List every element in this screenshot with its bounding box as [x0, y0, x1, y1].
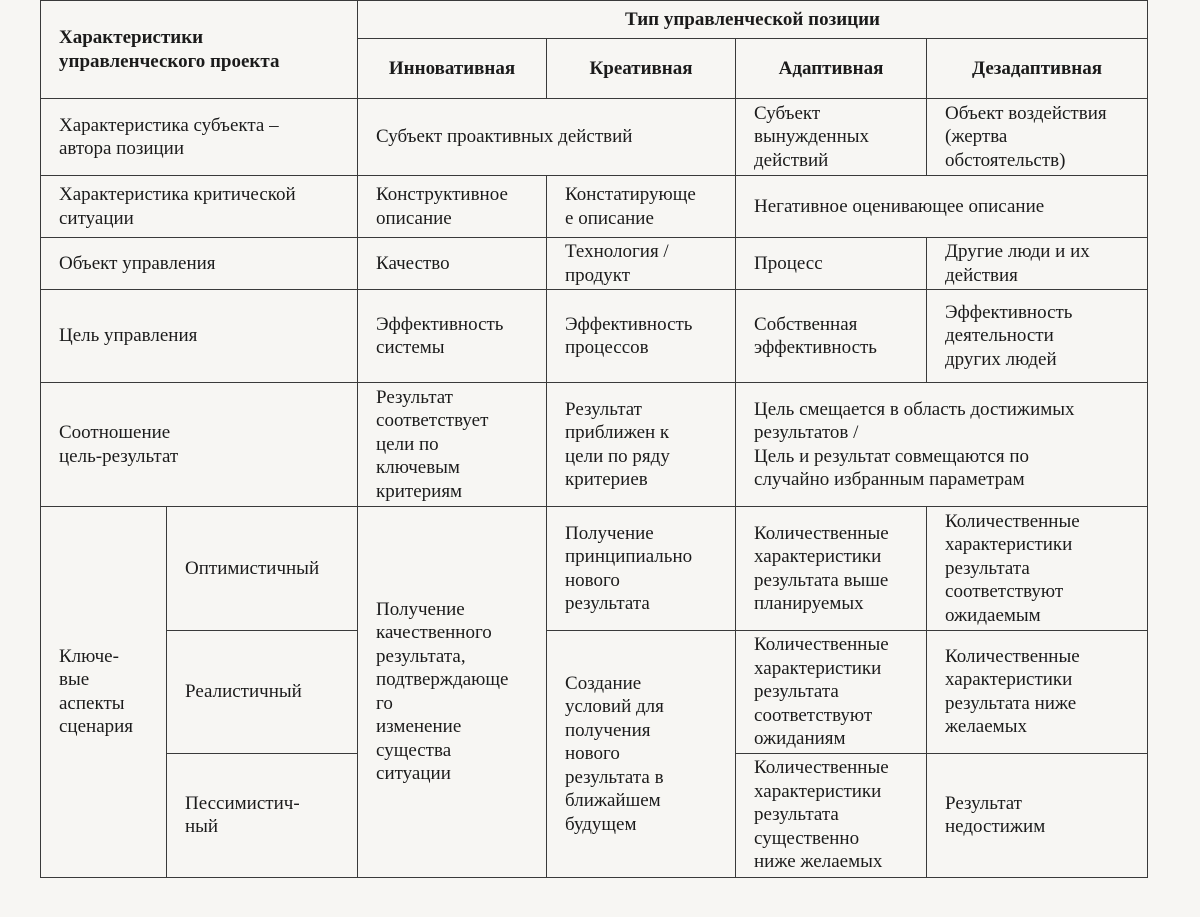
cell-creative-management-goal: Эффективность процессов — [547, 290, 736, 383]
cell-innovative-management-goal: Эффективность системы — [358, 290, 547, 383]
row-critical-situation — [41, 176, 1148, 238]
cell-adaptive-management-goal: Собственная эффективность — [736, 290, 927, 383]
row-subject — [41, 99, 1148, 176]
cell-innovative-goal-result: Результат соответствует цели по ключевым критериям — [358, 383, 547, 507]
row-label-management-goal: Цель управления — [41, 290, 358, 383]
scenario-label-optimistic: Оптимистичный — [167, 507, 358, 631]
cell-adaptive-management-object: Процесс — [736, 238, 927, 290]
scenario-label-pessimistic: Пессимистич- ный — [167, 753, 358, 877]
cell-creative-goal-result: Результат приближен к цели по ряду критериев — [547, 383, 736, 507]
cell-disadaptive-pessimistic: Результат недостижим — [927, 753, 1148, 877]
row-label-scenario: Ключе- вые аспекты сценария — [41, 507, 167, 878]
cell-adaptive-optimistic: Количественные характеристики результата выше планируемых — [736, 507, 927, 631]
row-label-critical-situation: Характеристика критической ситуации — [41, 176, 358, 238]
management-position-table — [40, 0, 1148, 878]
header-position-type: Тип управленческой позиции — [358, 1, 1148, 39]
cell-shifted-goal-result: Цель смещается в область достижимых результатов / Цель и результат совмещаются по случайно избранным параметрам — [736, 383, 1148, 507]
cell-innovative-scenario: Получение качественного результата, подтверждающе го изменение существа ситуации — [358, 507, 547, 878]
row-label-subject: Характеристика субъекта – автора позиции — [41, 99, 358, 176]
cell-creative-optimistic: Получение принципиально нового результата — [547, 507, 736, 631]
cell-disadaptive-subject: Объект воздействия (жертва обстоятельств) — [927, 99, 1148, 176]
row-scenario-realistic — [41, 631, 1148, 754]
row-label-management-object: Объект управления — [41, 238, 358, 290]
cell-innovative-management-object: Качество — [358, 238, 547, 290]
row-management-goal — [41, 290, 1148, 383]
row-management-object — [41, 238, 1148, 290]
cell-adaptive-realistic: Количественные характеристики результата соответствуют ожиданиям — [736, 631, 927, 754]
cell-proactive-subject: Субъект проактивных действий — [358, 99, 736, 176]
row-label-goal-result: Соотношение цель-результат — [41, 383, 358, 507]
cell-adaptive-subject: Субъект вынужденных действий — [736, 99, 927, 176]
column-header-disadaptive: Дезадаптивная — [927, 39, 1148, 99]
cell-creative-critical-situation: Констатирующе е описание — [547, 176, 736, 238]
cell-disadaptive-management-goal: Эффективность деятельности других людей — [927, 290, 1148, 383]
cell-adaptive-pessimistic: Количественные характеристики результата существенно ниже желаемых — [736, 753, 927, 877]
scenario-label-realistic: Реалистичный — [167, 631, 358, 754]
row-scenario-optimistic — [41, 507, 1148, 631]
cell-disadaptive-management-object: Другие люди и их действия — [927, 238, 1148, 290]
cell-negative-critical-situation: Негативное оценивающее описание — [736, 176, 1148, 238]
column-header-adaptive: Адаптивная — [736, 39, 927, 99]
row-goal-result — [41, 383, 1148, 507]
cell-creative-management-object: Технология / продукт — [547, 238, 736, 290]
cell-creative-realistic-pessimistic: Создание условий для получения нового результата в ближайшем будущем — [547, 631, 736, 878]
cell-innovative-critical-situation: Конструктивное описание — [358, 176, 547, 238]
column-header-innovative: Инновативная — [358, 39, 547, 99]
header-row — [41, 1, 1148, 39]
header-project-characteristics: Характеристики управленческого проекта — [41, 1, 358, 99]
column-header-creative: Креативная — [547, 39, 736, 99]
cell-disadaptive-optimistic: Количественные характеристики результата соответствуют ожидаемым — [927, 507, 1148, 631]
cell-disadaptive-realistic: Количественные характеристики результата ниже желаемых — [927, 631, 1148, 754]
